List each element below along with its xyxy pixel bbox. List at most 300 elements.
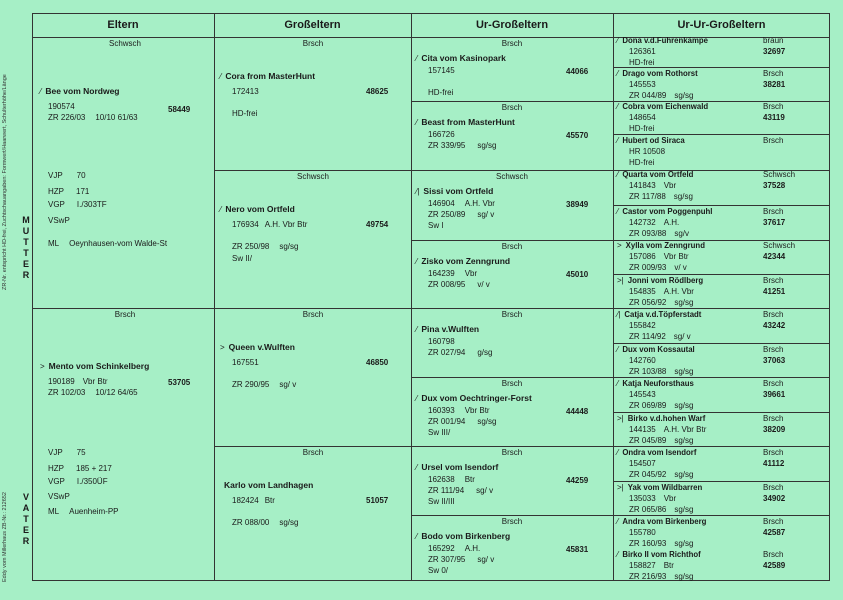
ggp-l1: ZR 045/92 <box>629 470 667 479</box>
ggp-num: 34902 <box>763 494 786 503</box>
label-vater <box>21 492 31 547</box>
great-grandparent-name-row <box>416 186 493 197</box>
ggp-name: Dona v.d.Fuhrenkämpe <box>622 36 708 45</box>
grandparent-color: Brsch <box>302 310 324 319</box>
great-grandparent-name: Dux vom Oechtringer-Forst <box>421 393 532 403</box>
ggp-name-row <box>617 344 695 355</box>
great-grandparent-mark: ⁄ <box>416 532 418 541</box>
mother-vswp: VSwP <box>48 216 70 225</box>
great-grandparent-name: Sissi vom Ortfeld <box>423 186 494 196</box>
ggp-num: 37063 <box>763 356 786 365</box>
grandparent-l1: ZR 290/95 <box>232 380 270 389</box>
ggp-color: Brsch <box>763 414 784 423</box>
great-grandparent-cell <box>416 38 608 100</box>
father-hzp: HZP <box>48 464 64 473</box>
great-grandparent-l2: Sw III/ <box>428 428 451 437</box>
great-grandparent-l1: ZR 307/95 <box>428 555 466 564</box>
ggp-name: Catja v.d.Töpferstadt <box>624 310 702 319</box>
mother-hzp: HZP <box>48 187 64 196</box>
ggp-l1b: sg/sg <box>674 436 694 445</box>
father-vjp: VJP <box>48 448 63 457</box>
great-grandparent-name: Beast from MasterHunt <box>421 117 515 127</box>
great-grandparent-reg: 166726 <box>428 130 455 139</box>
ggp-reg: 126361 <box>629 47 656 56</box>
grandparent-l2: Sw II/ <box>232 254 253 263</box>
great-great-grandparent-cell <box>617 275 825 308</box>
ggp-color: braun <box>763 36 784 45</box>
ggp-name: Hubert od Siraca <box>622 136 685 145</box>
great-grandparent-reg-row <box>428 129 465 140</box>
great-grandparent-l1b: sg/ v <box>477 210 495 219</box>
father-show: 10/12 64/65 <box>95 388 138 397</box>
ggp-l1b: sg/sg <box>674 401 694 410</box>
ggp-line1 <box>629 90 693 101</box>
ggp-color: Brsch <box>763 379 784 388</box>
great-great-grandparent-cell <box>617 68 825 101</box>
ggp-l1b: sg/sg <box>674 298 694 307</box>
ggp-line1 <box>629 435 693 446</box>
ggp-name-row <box>617 101 708 112</box>
mother-name: Bee vom Nordweg <box>45 86 120 96</box>
grandparent-reg-row <box>232 357 259 368</box>
ggp-name-row <box>617 549 701 560</box>
ggp-l1: ZR 114/92 <box>629 332 666 341</box>
great-grandparent-line1 <box>428 209 494 220</box>
great-grandparent-name-row <box>416 531 510 542</box>
ggp-num: 42587 <box>763 528 786 537</box>
great-grandparent-tests: A.H. Vbr <box>464 199 495 208</box>
ggp-reg-row <box>629 146 665 157</box>
grandparent-l1b: sg/sg <box>279 518 299 527</box>
grandparent-reg: 172413 <box>232 87 259 96</box>
great-grandparent-l2: Sw II/III <box>428 497 455 506</box>
ggp-name: Drago vom Rothorst <box>622 69 698 78</box>
ggp-l1: ZR 009/93 <box>629 263 667 272</box>
ggp-reg-row <box>629 493 676 504</box>
side-note-vater: Eddy vom Millerhaus ZB-Nr.: 212652 <box>2 492 8 582</box>
great-grandparent-cell <box>416 378 608 446</box>
grandparent-reg: 167551 <box>232 358 259 367</box>
great-grandparent-color: Brsch <box>501 242 523 251</box>
ggp-name: Birko II vom Richthof <box>622 550 701 559</box>
great-grandparent-l1b: sg/ v <box>476 486 494 495</box>
father-vgp: VGP <box>48 477 65 486</box>
mother-vgp: VGP <box>48 200 65 209</box>
great-grandparent-num: 45831 <box>566 545 589 554</box>
ggp-mark: ⁄ <box>617 207 619 216</box>
ggp-reg: HR 10508 <box>629 147 666 156</box>
grandparent-name-row <box>220 480 313 491</box>
ggp-l1b: sg/ v <box>673 332 691 341</box>
great-grandparent-l1: ZR 008/95 <box>428 280 466 289</box>
great-grandparent-line1 <box>428 140 496 151</box>
ggp-reg-row <box>629 79 656 90</box>
father-vgp-value: I./350ÜF <box>76 477 108 486</box>
ggp-name: Jonni vom Rödlberg <box>627 276 704 285</box>
ggp-reg: 145553 <box>629 80 656 89</box>
header-eltern: Eltern <box>107 19 139 31</box>
grandparent-reg-row <box>232 86 259 97</box>
ggp-l1: HD-frei <box>629 58 655 67</box>
ggp-reg-row <box>629 112 656 123</box>
ggp-l1: ZR 216/93 <box>629 572 667 581</box>
great-great-grandparent-cell <box>617 549 825 582</box>
ggp-reg: 144135 <box>629 425 656 434</box>
great-great-grandparent-cell <box>617 344 825 377</box>
ggp-reg: 142732 <box>629 218 656 227</box>
father-tests: Vbr Btr <box>82 377 108 386</box>
header-ur-grosseltern: Ur-Großeltern <box>475 19 549 31</box>
ggp-l1b: sg/sg <box>674 367 694 376</box>
great-grandparent-cell <box>416 171 608 239</box>
ggp-reg: 141843 <box>629 181 656 190</box>
label-mutter-text: MUTTER <box>22 215 30 280</box>
great-grandparent-l1: ZR 027/94 <box>428 348 466 357</box>
ggp-tests: Vbr <box>663 494 677 503</box>
grandparent-name: Queen v.Wulften <box>228 342 295 352</box>
great-grandparent-l1: ZR 111/94 <box>428 486 465 495</box>
great-grandparent-name-row <box>416 117 515 128</box>
mother-vjp: VJP <box>48 171 63 180</box>
great-grandparent-cell <box>416 309 608 376</box>
mother-hzp-value: 171 <box>76 187 90 196</box>
ggp-name-row <box>617 413 705 424</box>
mother-ml: ML <box>48 239 60 248</box>
ggp-l1: ZR 069/89 <box>629 401 667 410</box>
great-grandparent-l1b: v/ v <box>477 280 490 289</box>
grandparent-mark: > <box>220 343 225 352</box>
great-grandparent-reg-row <box>428 543 480 554</box>
ggp-reg-row <box>629 180 676 191</box>
ggp-num: 41112 <box>763 459 785 468</box>
ggp-color: Brsch <box>763 550 784 559</box>
ggp-mark: ⁄ <box>617 102 619 111</box>
ggp-reg: 154507 <box>629 459 656 468</box>
ggp-reg-row <box>629 424 706 435</box>
ggp-name: Birko v.d.hohen Warf <box>627 414 706 423</box>
ggp-mark: >| <box>617 414 624 423</box>
ggp-l1: ZR 044/89 <box>629 91 667 100</box>
great-grandparent-line1 <box>428 279 490 290</box>
grandparent-num: 48625 <box>366 87 389 96</box>
ggp-reg-row <box>629 217 679 228</box>
ggp-line1 <box>629 57 654 68</box>
ggp-name-row <box>617 169 693 180</box>
mother-cell <box>40 38 210 306</box>
ggp-num: 43242 <box>763 321 786 330</box>
great-grandparent-tests: Vbr Btr <box>464 406 490 415</box>
ggp-l1b: sg/sg <box>674 539 694 548</box>
great-grandparent-name-row <box>416 53 506 64</box>
great-grandparent-line1 <box>428 554 494 565</box>
ggp-mark: ⁄ <box>617 448 619 457</box>
ggp-line1 <box>629 297 693 308</box>
great-grandparent-mark: ⁄ <box>416 257 418 266</box>
mother-vgp-value: I./303TF <box>76 200 107 209</box>
ggp-l1b: v/ v <box>674 263 687 272</box>
great-grandparent-l1: ZR 001/94 <box>428 417 466 426</box>
great-grandparent-l1b: sg/ v <box>477 555 495 564</box>
grandparent-name: Karlo vom Landhagen <box>224 480 314 490</box>
ggp-name-row <box>617 309 701 320</box>
ggp-name: Quarta vom Ortfeld <box>622 170 694 179</box>
ggp-color: Brsch <box>763 448 784 457</box>
ggp-num: 39661 <box>763 390 786 399</box>
great-grandparent-tests: A.H. <box>464 544 481 553</box>
ggp-num: 41251 <box>763 287 786 296</box>
ggp-reg: 155780 <box>629 528 656 537</box>
great-grandparent-reg: 164239 <box>428 269 455 278</box>
side-note-zr: ZR-Nr. entspricht HD-frei, Zuchtschauangaben: Formwert/Haarwert, Schulterhöhe/Länge <box>2 74 8 290</box>
ggp-tests: A.H. Vbr <box>663 287 694 296</box>
ggp-line1 <box>629 123 654 134</box>
grandparent-l1: HD-frei <box>232 109 258 118</box>
great-great-grandparent-cell <box>617 482 825 515</box>
great-grandparent-cell <box>416 102 608 170</box>
ggp-name-row <box>617 68 698 79</box>
grandparent-name-row <box>220 71 315 82</box>
great-great-grandparent-cell <box>617 309 825 342</box>
great-grandparent-color: Brsch <box>501 379 523 388</box>
ggp-mark: ⁄| <box>617 310 621 319</box>
ggp-name: Yak vom Wildbarren <box>627 483 703 492</box>
great-grandparent-reg-row <box>428 268 477 279</box>
ggp-mark: ⁄ <box>617 69 619 78</box>
great-grandparent-mark: ⁄ <box>416 325 418 334</box>
ggp-color: Brsch <box>763 207 784 216</box>
great-grandparent-num: 45570 <box>566 131 589 140</box>
great-grandparent-l2: Sw 0/ <box>428 566 449 575</box>
grandparent-line1 <box>232 241 298 252</box>
great-grandparent-color: Brsch <box>501 310 523 319</box>
ggp-l1b: sg/v <box>674 229 690 238</box>
great-grandparent-name: Bodo vom Birkenberg <box>421 531 511 541</box>
grandparent-num: 51057 <box>366 496 389 505</box>
ggp-mark: ⁄ <box>617 36 619 45</box>
great-grandparent-reg: 146904 <box>428 199 455 208</box>
column-divider <box>613 13 614 581</box>
ggp-name: Cobra vom Eichenwald <box>622 102 709 111</box>
ggp-l1: ZR 117/88 <box>629 192 666 201</box>
grandparent-color: Brsch <box>302 448 324 457</box>
grandparent-num: 46850 <box>366 358 389 367</box>
great-grandparent-cell <box>416 241 608 307</box>
ggp-reg-row <box>629 560 674 571</box>
great-great-grandparent-cell <box>617 101 825 134</box>
great-grandparent-name: Zisko vom Zenngrund <box>421 256 511 266</box>
ggp-num: 42344 <box>763 252 786 261</box>
great-grandparent-name: Ursel vom Isendorf <box>421 462 499 472</box>
father-hzp-value: 185 + 217 <box>76 464 112 473</box>
father-color: Brsch <box>114 310 136 319</box>
great-grandparent-name-row <box>416 393 532 404</box>
ggp-l1: ZR 093/88 <box>629 229 667 238</box>
ggp-num: 43119 <box>763 113 785 122</box>
ggp-name-row <box>617 240 705 251</box>
ggp-l1b: sg/sg <box>674 572 694 581</box>
father-name: Mento vom Schinkelberg <box>48 361 150 371</box>
ggp-line1 <box>629 262 687 273</box>
ggp-line1 <box>629 469 693 480</box>
ggp-tests: Btr <box>663 561 674 570</box>
ggp-line1 <box>629 191 693 202</box>
ggp-reg: 157086 <box>629 252 656 261</box>
ggp-name-row <box>617 482 702 493</box>
great-grandparent-l2: HD-frei <box>428 88 454 97</box>
great-grandparent-reg: 162638 <box>428 475 455 484</box>
ggp-mark: >| <box>617 483 624 492</box>
column-divider <box>411 13 412 581</box>
great-grandparent-cell <box>416 516 608 580</box>
ggp-line1 <box>629 366 693 377</box>
ggp-line1 <box>629 504 693 515</box>
father-reg: 190189 <box>48 377 75 386</box>
ggp-line1 <box>629 228 689 239</box>
great-grandparent-reg-row <box>428 198 495 209</box>
father-cell <box>40 309 210 579</box>
ggp-reg-row <box>629 286 694 297</box>
ggp-num: 32697 <box>763 47 786 56</box>
great-grandparent-color: Brsch <box>501 517 523 526</box>
ggp-reg-row <box>629 389 656 400</box>
ggp-name-row <box>617 206 712 217</box>
great-great-grandparent-cell <box>617 240 825 273</box>
grandparent-line1 <box>232 379 296 390</box>
grandparent-reg-row <box>232 495 275 506</box>
header-grosseltern: Großeltern <box>284 19 341 31</box>
great-grandparent-reg-row <box>428 405 490 416</box>
great-grandparent-num: 44259 <box>566 476 589 485</box>
grandparent-mark: ⁄ <box>220 72 222 81</box>
ggp-l1: ZR 065/86 <box>629 505 667 514</box>
ggp-color: Brsch <box>763 517 784 526</box>
grandparent-l1: ZR 250/98 <box>232 242 270 251</box>
great-grandparent-tests: Btr <box>464 475 475 484</box>
ggp-name-row <box>617 275 703 286</box>
ggp-mark: ⁄ <box>617 379 619 388</box>
ggp-line1 <box>629 157 654 168</box>
ggp-reg-row <box>629 320 656 331</box>
label-vater-text: VATER <box>22 492 30 546</box>
ggp-line1 <box>629 538 693 549</box>
ggp-l1b: sg/sg <box>674 91 694 100</box>
grandparent-mark: ⁄ <box>220 205 222 214</box>
great-grandparent-l1b: sg/sg <box>477 417 497 426</box>
great-grandparent-name: Cita vom Kasinopark <box>421 53 506 63</box>
grandparent-name: Cora from MasterHunt <box>225 71 316 81</box>
ggp-reg: 154835 <box>629 287 656 296</box>
ggp-name: Andra vom Birkenberg <box>622 517 707 526</box>
great-great-grandparent-cell <box>617 378 825 411</box>
ggp-reg: 145543 <box>629 390 656 399</box>
great-grandparent-reg: 160393 <box>428 406 455 415</box>
grandparent-reg: 182424 <box>232 496 259 505</box>
grandparent-l1b: sg/ v <box>279 380 297 389</box>
grandparent-color: Brsch <box>302 39 324 48</box>
ggp-name-row <box>617 516 706 527</box>
father-vswp: VSwP <box>48 492 70 501</box>
ggp-color: Brsch <box>763 345 784 354</box>
great-grandparent-reg: 160798 <box>428 337 455 346</box>
great-grandparent-reg: 157145 <box>428 66 455 75</box>
great-great-grandparent-cell <box>617 413 825 446</box>
grandparent-name-row <box>220 204 295 215</box>
ggp-num: 38209 <box>763 425 786 434</box>
mother-ml-value: Oeynhausen-vom Walde-St <box>69 239 168 248</box>
grandparent-name-row <box>220 342 295 353</box>
ggp-mark: ⁄ <box>617 170 619 179</box>
ggp-line1 <box>629 400 693 411</box>
ggp-color: Brsch <box>763 276 784 285</box>
great-grandparent-num: 44066 <box>566 67 589 76</box>
ggp-tests: Vbr Btr <box>663 252 689 261</box>
great-great-grandparent-cell <box>617 516 825 549</box>
great-grandparent-cell <box>416 447 608 514</box>
grandparent-cell <box>220 38 406 170</box>
grandparent-color: Schwsch <box>296 172 329 181</box>
great-grandparent-mark: ⁄ <box>416 463 418 472</box>
ggp-l1: ZR 056/92 <box>629 298 667 307</box>
grandparent-name: Nero vom Ortfeld <box>225 204 295 214</box>
great-grandparent-reg-row <box>428 474 475 485</box>
great-grandparent-mark: ⁄| <box>416 187 420 196</box>
label-mutter <box>21 215 31 281</box>
great-grandparent-num: 44448 <box>566 407 589 416</box>
ggp-l1: HD-frei <box>629 124 655 133</box>
great-grandparent-num: 38949 <box>566 200 589 209</box>
grandparent-tests: Btr <box>264 496 275 505</box>
father-mark: > <box>40 362 45 371</box>
great-grandparent-reg-row <box>428 336 465 347</box>
ggp-reg: 142760 <box>629 356 656 365</box>
ggp-name-row <box>617 447 696 458</box>
great-grandparent-name-row <box>416 256 510 267</box>
mother-reg: 190574 <box>48 102 75 111</box>
ggp-name: Ondra vom Isendorf <box>622 448 697 457</box>
ggp-reg: 148654 <box>629 113 656 122</box>
mother-vjp-value: 70 <box>76 171 86 180</box>
ggp-color: Brsch <box>763 483 784 492</box>
ggp-name-row <box>617 35 708 46</box>
great-grandparent-l1b: g/sg <box>477 348 493 357</box>
great-grandparent-tests: Vbr <box>464 269 478 278</box>
mother-num: 58449 <box>168 105 191 114</box>
ggp-num: 38281 <box>763 80 786 89</box>
grandparent-num: 49754 <box>366 220 389 229</box>
great-grandparent-line1 <box>428 416 496 427</box>
father-num: 53705 <box>168 378 191 387</box>
ggp-reg-row <box>629 458 656 469</box>
great-grandparent-reg: 165292 <box>428 544 455 553</box>
great-grandparent-line1 <box>428 347 492 358</box>
grandparent-line1 <box>232 108 257 119</box>
ggp-reg-row <box>629 355 656 366</box>
ggp-tests: Vbr <box>663 181 677 190</box>
great-great-grandparent-cell <box>617 135 825 168</box>
ggp-l1: ZR 160/93 <box>629 539 667 548</box>
great-great-grandparent-cell <box>617 169 825 202</box>
ggp-name: Castor vom Poggenpuhl <box>622 207 713 216</box>
ggp-reg: 155842 <box>629 321 656 330</box>
ggp-name-row <box>617 378 694 389</box>
great-grandparent-color: Schwsch <box>495 172 528 181</box>
grandparent-reg-row <box>232 219 307 230</box>
great-great-grandparent-cell <box>617 35 825 68</box>
ggp-mark: ⁄ <box>617 136 619 145</box>
ggp-mark: > <box>617 241 622 250</box>
ggp-name-row <box>617 135 685 146</box>
ggp-l1b: sg/sg <box>674 505 694 514</box>
